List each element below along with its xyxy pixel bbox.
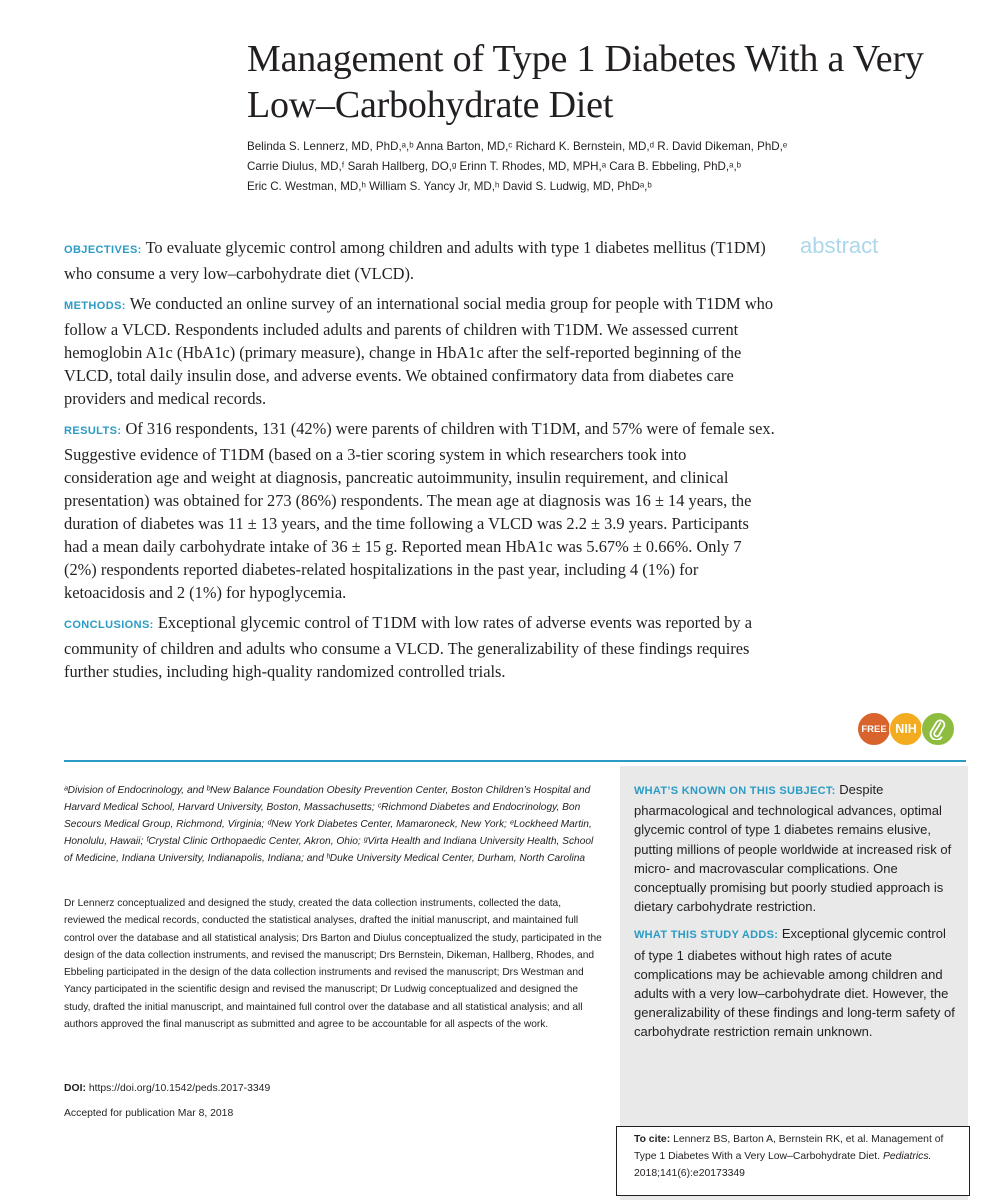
author-line: Eric C. Westman, MD,ʰ William S. Yancy Jr, MD,ʰ David S. Ludwig, MD, PhDᵃ,ᵇ: [247, 180, 652, 193]
citation-journal: Pediatrics.: [882, 1151, 932, 1162]
author-list: [247, 137, 867, 197]
study-adds: [634, 924, 960, 1041]
author-line: Carrie Diulus, MD,ᶠ Sarah Hallberg, DO,ᵍ Erinn T. Rhodes, MD, MPH,ᵃ Cara B. Ebbeling, PhD,ᵃ,ᵇ: [247, 160, 742, 173]
article-title: Management of Type 1 Diabetes With a Very Low–Carbohydrate Diet: [247, 38, 924, 126]
access-badges: [857, 712, 955, 748]
abstract: [64, 236, 776, 690]
results-text: Of 316 respondents, 131 (42%) were parents of children with T1DM, and 57% were of female sex. Suggestive evidence of T1DM (based on a 3-tier scoring system in which researchers took into consideration age and weight at diagnosis, pancreatic autoimmunity, insulin requirement, and clinical presentation) was obtained for 273 (86%) respondents. The mean age at diagnosis was 16 ± 14 years, the duration of diabetes was 11 ± 13 years, and the time following a VLCD was 2.2 ± 3.9 years. Participants had a mean daily carbohydrate intake of 36 ± 15 g. Reported mean HbA1c was 5.67% ± 0.66%. Only 7 (2%) respondents reported diabetes-related hospitalizations in the past year, including 4 (1%) for ketoacidosis and 2 (1%) for hypoglycemia.: [64, 419, 775, 602]
whats-known-heading: WHAT’S KNOWN ON THIS SUBJECT:: [634, 785, 836, 797]
author-contributions: Dr Lennerz conceptualized and designed the study, created the data collection instruments, collected the data, reviewed the medical records, conducted the statistical analyses, drafted the initial manuscript, and maintained full control over the database and all statistical analysis; Drs Barton and Diulus conceptualized the study, participated in the design of the data collection instruments, and revised the manuscript; Drs Bernstein, Dikeman, Hallberg, Rhodes, and Ebbeling participated in the design of the data collection instruments and revised the manuscript; Drs Westman and Yancy participated in the scientific design and revised the manuscript; Dr Ludwig conceptualized and designed the study, drafted the initial manuscript, and maintained full control over the database and all statistical analysis; and all authors approved the final manuscript as submitted and agree to be accountable for all aspects of the work.: [64, 898, 602, 1031]
paperclip-icon[interactable]: [921, 712, 955, 746]
whats-known-text: Despite pharmacological and technological advances, optimal glycemic control of type 1 diabetes remains elusive, putting millions of people worldwide at increased risk of micro- and macrovascular complications. One conceptually promising but poorly studied approach is dietary carbohydrate restriction.: [634, 782, 952, 915]
affiliations: ᵃDivision of Endocrinology, and ᵇNew Balance Foundation Obesity Prevention Center, Boston Children’s Hospital and Harvard Medical School, Harvard University, Boston, Massachusetts; ᶜRichmond Diabetes and Endocrinology, Bon Secours Medical Group, Richmond, Virginia; ᵈNew York Diabetes Center, Mamaroneck, New York; ᵉLockheed Martin, Honolulu, Hawaii; ᶠCrystal Clinic Orthopaedic Center, Akron, Ohio; ᵍVirta Health and Indiana University Health, School of Medicine, Indiana University, Indianapolis, Indiana; and ʰDuke University Medical Center, Durham, North Carolina: [64, 785, 594, 864]
accepted-date: Accepted for publication Mar 8, 2018: [64, 1108, 234, 1119]
citation-text: Lennerz BS, Barton A, Bernstein RK, et al. Management of Type 1 Diabetes With a Very Low–Carbohydrate Diet.: [634, 1134, 944, 1162]
abstract-objectives: [64, 236, 776, 285]
citation-label: To cite:: [634, 1134, 671, 1145]
methods-text: We conducted an online survey of an international social media group for people with T1DM who follow a VLCD. Respondents included adults and parents of children with T1DM. We assessed current hemoglobin A1c (HbA1c) (primary measure), change in HbA1c after the self-reported beginning of the VLCD, total daily insulin dose, and adverse events. We obtained confirmatory data from diabetes care providers and medical records.: [64, 294, 774, 408]
citation-details: 2018;141(6):e20173349: [634, 1168, 745, 1179]
results-heading: RESULTS:: [64, 425, 122, 437]
author-line: Belinda S. Lennerz, MD, PhD,ᵃ,ᵇ Anna Barton, MD,ᶜ Richard K. Bernstein, MD,ᵈ R. David Dikeman, PhD,ᵉ: [247, 140, 788, 153]
study-adds-heading: WHAT THIS STUDY ADDS:: [634, 929, 779, 942]
conclusions-text: Exceptional glycemic control of T1DM with low rates of adverse events was reported by a community of children and adults who consume a VLCD. The generalizability of these findings requires further studies, including high-quality randomized controlled trials.: [64, 613, 752, 681]
abstract-label: abstract: [800, 233, 879, 258]
doi-label: DOI:: [64, 1083, 86, 1094]
free-access-badge[interactable]: FREE: [857, 712, 891, 746]
abstract-results: [64, 417, 776, 604]
nih-badge[interactable]: NIH: [889, 712, 923, 746]
objectives-heading: OBJECTIVES:: [64, 244, 142, 256]
citation: [634, 1131, 960, 1182]
methods-heading: METHODS:: [64, 300, 126, 312]
objectives-text: To evaluate glycemic control among children and adults with type 1 diabetes mellitus (T1DM) who consume a very low–carbohydrate diet (VLCD).: [64, 238, 766, 283]
abstract-methods: [64, 292, 776, 410]
whats-known: [634, 780, 960, 916]
doi-link[interactable]: https://doi.org/10.1542/peds.2017-3349: [88, 1083, 271, 1094]
doi: [64, 1081, 604, 1097]
study-adds-text: Exceptional glycemic control of type 1 diabetes without high rates of acute complications may be achievable among children and adults with a very low–carbohydrate diet. However, the generalizability of these findings and long-term safety of carbohydrate restriction remain unknown.: [634, 926, 955, 1040]
key-points-text: [634, 780, 960, 1050]
abstract-conclusions: [64, 611, 776, 683]
paperclip-glyph: [928, 718, 948, 740]
section-divider: [64, 760, 966, 762]
conclusions-heading: CONCLUSIONS:: [64, 619, 154, 631]
